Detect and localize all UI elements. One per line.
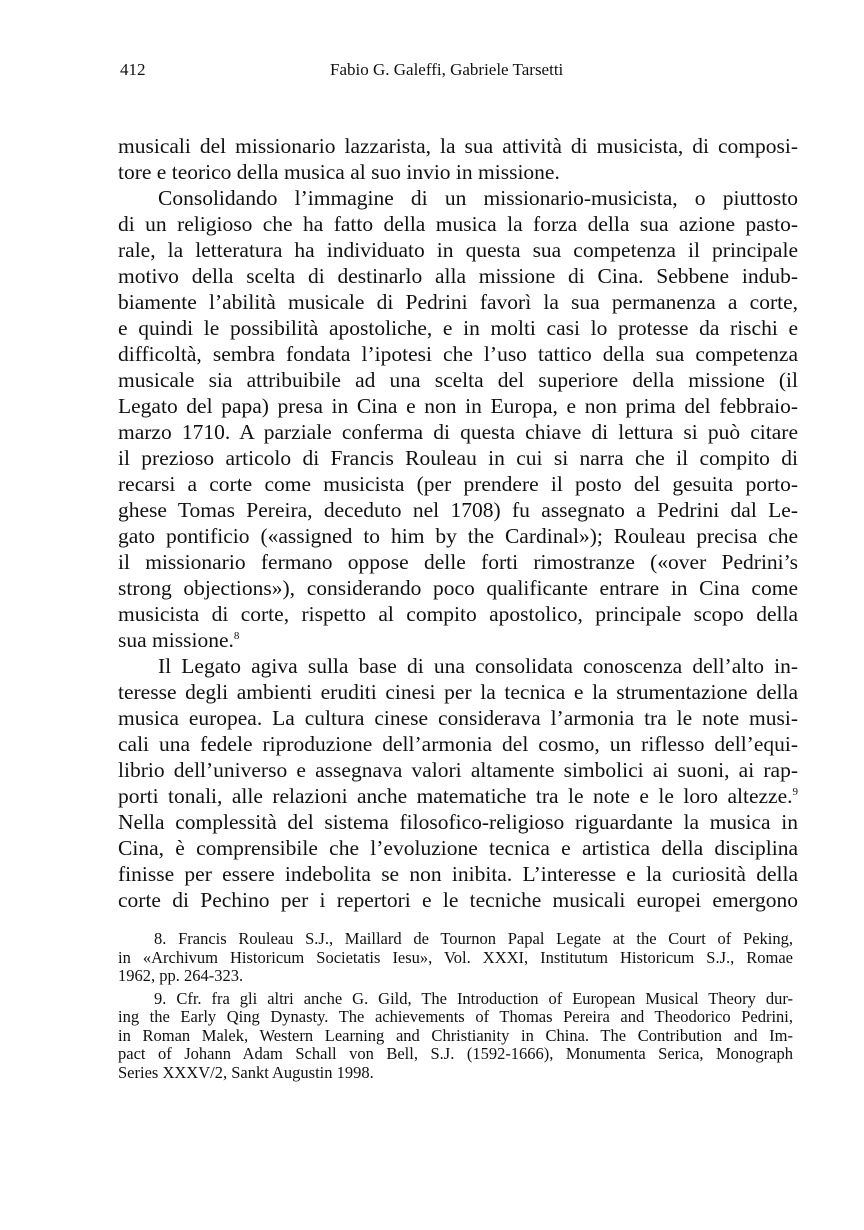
main-text (118, 133, 798, 913)
text-line: Consolidando l’immagine di un missionario-musicista, o piuttosto (158, 186, 798, 210)
footnote-line: 9. Cfr. fra gli altri anche G. Gild, The Introduction of European Musical Theory dur- (154, 988, 793, 1008)
footnote-line: 1962, pp. 264-323. (118, 966, 244, 985)
page-header (120, 60, 800, 84)
text-line: biamente l’abilità musicale di Pedrini favorì la sua permanenza a corte, (118, 290, 798, 314)
text-line: marzo 1710. A parziale conferma di questa chiave di lettura si può citare (118, 420, 798, 444)
text-line-content: porti tonali, alle relazioni anche matematiche tra le note e le loro altezze. (118, 784, 793, 808)
text-line-content: sua missione. (118, 628, 234, 652)
text-line: musicista di corte, rispetto al compito apostolico, principale scopo della (118, 602, 798, 626)
text-line: musica europea. La cultura cinese considerava l’armonia tra le note musi- (118, 706, 798, 730)
footnote-8 (118, 930, 793, 986)
text-line: librio dell’universo e assegnava valori altamente simbolici ai suoni, ai rap- (118, 758, 798, 782)
text-line (118, 627, 798, 653)
text-line: Legato del papa) presa in Cina e non in Europa, e non prima del febbraio- (118, 394, 798, 418)
text-line: motivo della scelta di destinarlo alla missione di Cina. Sebbene indub- (118, 264, 798, 288)
text-line: cali una fedele riproduzione dell’armonia del cosmo, un riflesso dell’equi- (118, 732, 798, 756)
footnote-line: pact of Johann Adam Schall von Bell, S.J. (1592-1666), Monumenta Serica, Monograph (118, 1044, 793, 1063)
text-line: Nella complessità del sistema filosofico-religioso riguardante la musica in (118, 810, 798, 834)
footnote-line: in Roman Malek, Western Learning and Christianity in China. The Contribution and Im- (118, 1025, 793, 1045)
text-line: tore e teorico della musica al suo invio in missione. (118, 160, 560, 184)
text-line: il missionario fermano oppose delle forti rimostranze («over Pedrini’s (118, 550, 798, 574)
text-line: gato pontificio («assigned to him by the Cardinal»); Rouleau precisa che (118, 524, 798, 548)
text-line: di un religioso che ha fatto della musica la forza della sua azione pasto- (118, 212, 798, 236)
footnote-line: 8. Francis Rouleau S.J., Maillard de Tournon Papal Legate at the Court of Peking, (154, 929, 793, 948)
footnotes-section (118, 930, 793, 1082)
text-line: finisse per essere indebolita se non inibita. L’interesse e la curiosità della (118, 862, 798, 886)
text-line: musicale sia attribuibile ad una scelta del superiore della missione (il (118, 368, 798, 392)
footnote-line: ing the Early Qing Dynasty. The achievements of Thomas Pereira and Theodorico Pedrini, (118, 1007, 793, 1026)
text-line: strong objections»), considerando poco qualificante entrare in Cina come (118, 576, 798, 600)
text-line: Cina, è comprensibile che l’evoluzione tecnica e artistica della disciplina (118, 836, 798, 860)
running-head-authors: Fabio G. Galeffi, Gabriele Tarsetti (330, 60, 564, 79)
text-line: recarsi a corte come musicista (per prendere il posto del gesuita porto- (118, 472, 798, 496)
text-line: musicali del missionario lazzarista, la sua attività di musicista, di composi- (118, 134, 798, 158)
footnote-ref-8[interactable]: 8 (233, 630, 240, 642)
text-line: teresse degli ambienti eruditi cinesi per la tecnica e la strumentazione della (118, 680, 798, 704)
text-line: ghese Tomas Pereira, deceduto nel 1708) fu assegnato a Pedrini dal Le- (118, 498, 798, 522)
page-number: 412 (120, 60, 146, 79)
footnote-9 (118, 990, 793, 1083)
text-line: e quindi le possibilità apostoliche, e in molti casi lo protesse da rischi e (118, 316, 798, 340)
text-line: difficoltà, sembra fondata l’ipotesi che l’uso tattico della sua competenza (118, 342, 798, 366)
text-line: corte di Pechino per i repertori e le tecniche musicali europei emergono (118, 888, 798, 912)
text-line: il prezioso articolo di Francis Rouleau in cui si narra che il compito di (118, 446, 798, 470)
text-line: rale, la letteratura ha individuato in questa sua competenza il principale (118, 238, 798, 262)
footnote-ref-9[interactable]: 9 (792, 786, 798, 798)
footnote-line: in «Archivum Historicum Societatis Iesu», Vol. XXXI, Institutum Historicum S.J., Romae (118, 947, 793, 967)
text-line: Il Legato agiva sulla base di una consolidata conoscenza dell’alto in- (158, 654, 798, 678)
footnote-line: Series XXXV/2, Sankt Augustin 1998. (118, 1062, 374, 1082)
text-line (118, 783, 798, 809)
